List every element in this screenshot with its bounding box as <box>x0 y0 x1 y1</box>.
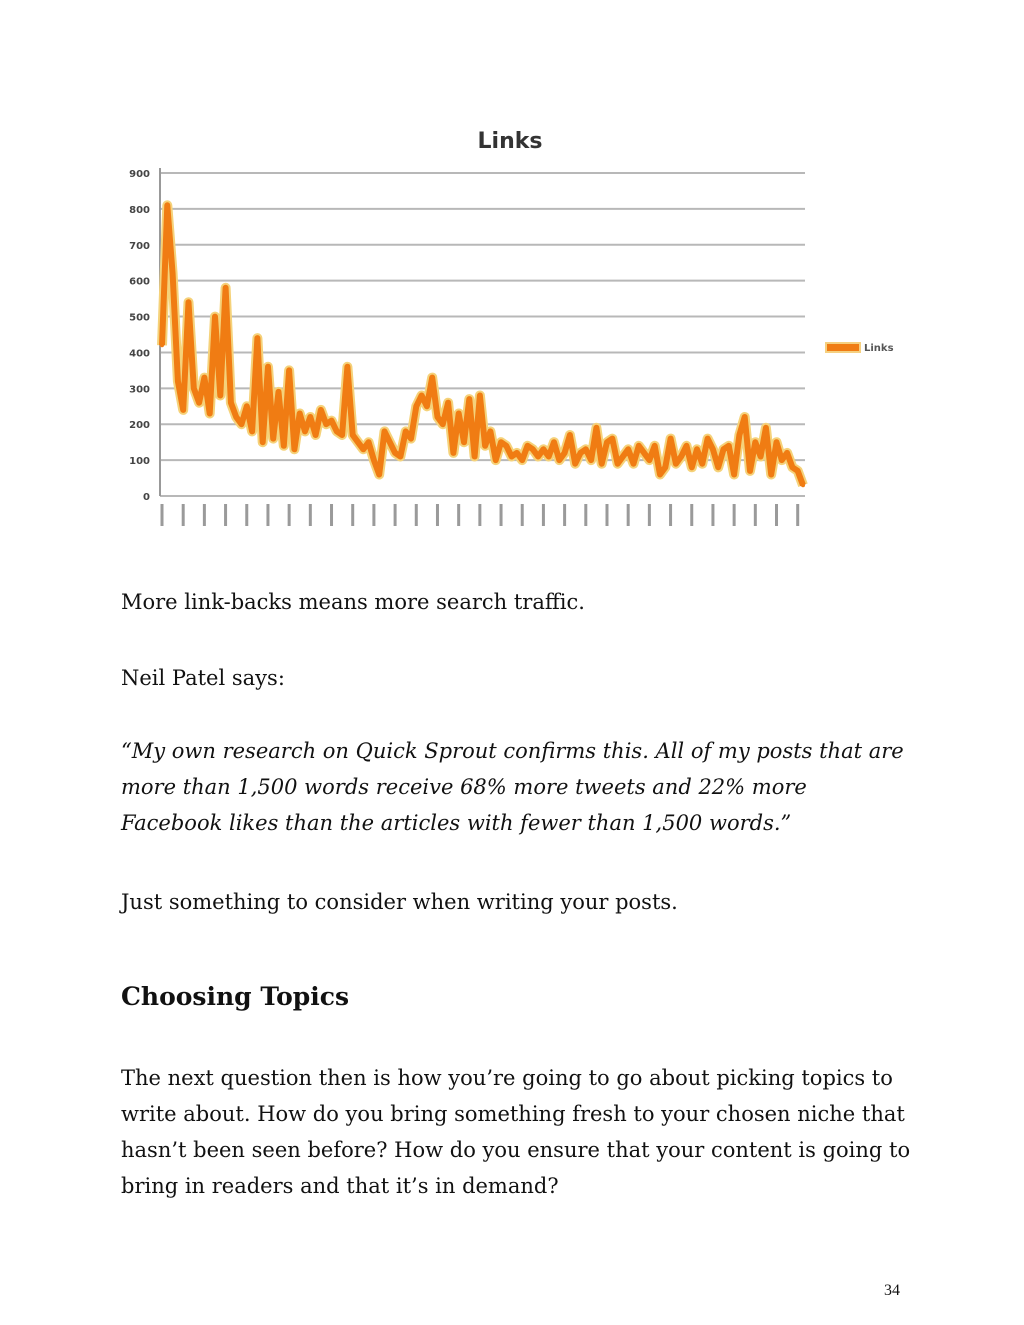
data-point <box>737 433 741 437</box>
chart-legend <box>826 343 894 354</box>
paragraph-consider: Just something to consider when writing your posts. <box>121 890 678 914</box>
x-tick-mark <box>669 504 672 526</box>
data-point <box>748 469 752 473</box>
data-point <box>769 473 773 477</box>
data-point <box>499 440 503 444</box>
data-point <box>303 429 307 433</box>
data-point <box>340 433 344 437</box>
x-tick-mark <box>309 504 312 526</box>
x-tick-mark <box>775 504 778 526</box>
data-point <box>637 444 641 448</box>
legend-swatch <box>826 343 860 352</box>
data-point <box>510 455 514 459</box>
y-tick-label: 500 <box>129 312 150 324</box>
data-point <box>775 440 779 444</box>
data-point <box>584 447 588 451</box>
data-point <box>404 429 408 433</box>
paragraph-choosing-topics: The next question then is how you’re going to go about picking topics to write about. How do you bring something fresh to your chosen niche that hasn’t been seen before? How do you ensure that your content is going to bring in readers and that it’s in demand? <box>121 1066 911 1198</box>
data-point <box>224 286 228 290</box>
x-tick-mark <box>224 504 227 526</box>
data-point <box>488 429 492 433</box>
data-point <box>324 422 328 426</box>
data-point <box>801 483 805 487</box>
data-point <box>234 415 238 419</box>
data-point <box>330 419 334 423</box>
data-point <box>494 458 498 462</box>
data-point <box>208 412 212 416</box>
data-point <box>589 458 593 462</box>
data-point <box>780 458 784 462</box>
data-point <box>743 415 747 419</box>
x-tick-mark <box>648 504 651 526</box>
data-point <box>282 444 286 448</box>
data-point <box>557 458 561 462</box>
data-point <box>536 455 540 459</box>
data-point <box>176 379 180 383</box>
data-point <box>526 444 530 448</box>
data-point <box>430 376 434 380</box>
data-point <box>483 444 487 448</box>
data-point <box>695 447 699 451</box>
data-point <box>250 429 254 433</box>
data-point <box>621 455 625 459</box>
data-point <box>451 451 455 455</box>
data-point <box>579 451 583 455</box>
data-point <box>335 429 339 433</box>
data-point <box>377 473 381 477</box>
data-point <box>541 447 545 451</box>
chart-x-axis <box>161 504 800 526</box>
data-point <box>759 455 763 459</box>
x-tick-mark <box>415 504 418 526</box>
data-point <box>160 343 164 347</box>
x-tick-mark <box>711 504 714 526</box>
links-chart <box>110 118 920 538</box>
data-point <box>171 272 175 276</box>
legend-label: Links <box>864 343 894 354</box>
data-point <box>367 440 371 444</box>
x-tick-mark <box>288 504 291 526</box>
data-point <box>790 465 794 469</box>
data-point <box>764 426 768 430</box>
data-point <box>192 386 196 390</box>
x-tick-mark <box>796 504 799 526</box>
data-point <box>414 404 418 408</box>
data-point <box>181 408 185 412</box>
data-point <box>594 426 598 430</box>
data-point <box>647 458 651 462</box>
data-point <box>351 433 355 437</box>
y-tick-label: 800 <box>129 204 150 216</box>
y-tick-label: 400 <box>129 348 150 360</box>
data-point <box>356 440 360 444</box>
x-tick-mark <box>394 504 397 526</box>
data-point <box>663 465 667 469</box>
x-tick-mark <box>245 504 248 526</box>
data-point <box>473 455 477 459</box>
data-point <box>213 315 217 319</box>
data-point <box>563 451 567 455</box>
data-point <box>573 462 577 466</box>
data-point <box>722 447 726 451</box>
chart-y-axis <box>129 169 150 503</box>
data-point <box>245 404 249 408</box>
y-tick-label: 700 <box>129 240 150 252</box>
data-point <box>271 437 275 441</box>
quote-block: “My own research on Quick Sprout confirms this. All of my posts that are more than 1,500 words receive 68% more tweets and 22% more Facebook likes than the articles with fewer than 1,500 words.” <box>121 739 904 835</box>
section-heading: Choosing Topics <box>121 982 350 1011</box>
data-point <box>616 462 620 466</box>
x-tick-mark <box>203 504 206 526</box>
data-point <box>425 404 429 408</box>
data-point <box>218 394 222 398</box>
data-point <box>229 401 233 405</box>
data-point <box>674 462 678 466</box>
data-point <box>277 390 281 394</box>
data-point <box>520 458 524 462</box>
data-point <box>261 440 265 444</box>
data-point <box>187 300 191 304</box>
data-point <box>409 437 413 441</box>
data-point <box>388 440 392 444</box>
data-point <box>478 394 482 398</box>
data-point <box>457 412 461 416</box>
data-point <box>732 473 736 477</box>
data-point <box>314 433 318 437</box>
x-tick-mark <box>584 504 587 526</box>
x-tick-mark <box>478 504 481 526</box>
x-tick-mark <box>351 504 354 526</box>
y-tick-label: 900 <box>129 169 150 180</box>
data-point <box>240 422 244 426</box>
data-point <box>796 469 800 473</box>
data-point <box>298 412 302 416</box>
data-point <box>372 458 376 462</box>
chart-series-area <box>160 203 805 487</box>
data-point <box>716 465 720 469</box>
data-point <box>504 444 508 448</box>
data-point <box>420 394 424 398</box>
data-point <box>345 365 349 369</box>
data-point <box>706 437 710 441</box>
x-tick-mark <box>521 504 524 526</box>
x-tick-mark <box>266 504 269 526</box>
data-point <box>690 465 694 469</box>
y-tick-label: 0 <box>143 492 150 503</box>
data-point <box>531 447 535 451</box>
x-tick-mark <box>733 504 736 526</box>
data-point <box>642 451 646 455</box>
data-point <box>462 440 466 444</box>
y-tick-label: 300 <box>129 384 150 396</box>
data-point <box>600 462 604 466</box>
data-point <box>361 447 365 451</box>
data-point <box>626 447 630 451</box>
data-point <box>727 444 731 448</box>
data-point <box>441 422 445 426</box>
x-tick-mark <box>690 504 693 526</box>
data-point <box>653 444 657 448</box>
data-point <box>605 440 609 444</box>
data-point <box>467 397 471 401</box>
paragraph-neil-patel-says: Neil Patel says: <box>121 666 285 690</box>
paragraph-link-backs: More link-backs means more search traffic. <box>121 590 585 614</box>
x-tick-mark <box>182 504 185 526</box>
data-point <box>255 336 259 340</box>
y-tick-label: 100 <box>129 456 150 468</box>
x-tick-mark <box>754 504 757 526</box>
data-point <box>552 440 556 444</box>
data-point <box>632 462 636 466</box>
data-point <box>436 415 440 419</box>
data-point <box>515 451 519 455</box>
y-tick-label: 600 <box>129 276 150 288</box>
data-point <box>319 408 323 412</box>
data-point <box>785 451 789 455</box>
data-point <box>700 462 704 466</box>
data-point <box>292 447 296 451</box>
data-point <box>383 429 387 433</box>
x-tick-mark <box>436 504 439 526</box>
page-number: 34 <box>884 1282 900 1299</box>
x-tick-mark <box>457 504 460 526</box>
data-point <box>287 368 291 372</box>
x-tick-mark <box>563 504 566 526</box>
data-point <box>393 451 397 455</box>
x-tick-mark <box>372 504 375 526</box>
data-point <box>547 455 551 459</box>
x-tick-mark <box>627 504 630 526</box>
data-point <box>202 376 206 380</box>
chart-title: Links <box>477 129 543 154</box>
data-point <box>658 473 662 477</box>
x-tick-mark <box>605 504 608 526</box>
data-point <box>266 365 270 369</box>
data-point <box>308 415 312 419</box>
data-point <box>568 433 572 437</box>
data-point <box>197 401 201 405</box>
data-point <box>679 455 683 459</box>
data-point <box>685 444 689 448</box>
x-tick-mark <box>500 504 503 526</box>
data-point <box>669 437 673 441</box>
y-tick-label: 200 <box>129 420 150 432</box>
data-point <box>398 455 402 459</box>
data-point <box>446 401 450 405</box>
x-tick-mark <box>330 504 333 526</box>
data-point <box>753 440 757 444</box>
data-point <box>610 437 614 441</box>
x-tick-mark <box>542 504 545 526</box>
data-point <box>711 447 715 451</box>
data-point <box>165 203 169 207</box>
x-tick-mark <box>161 504 164 526</box>
